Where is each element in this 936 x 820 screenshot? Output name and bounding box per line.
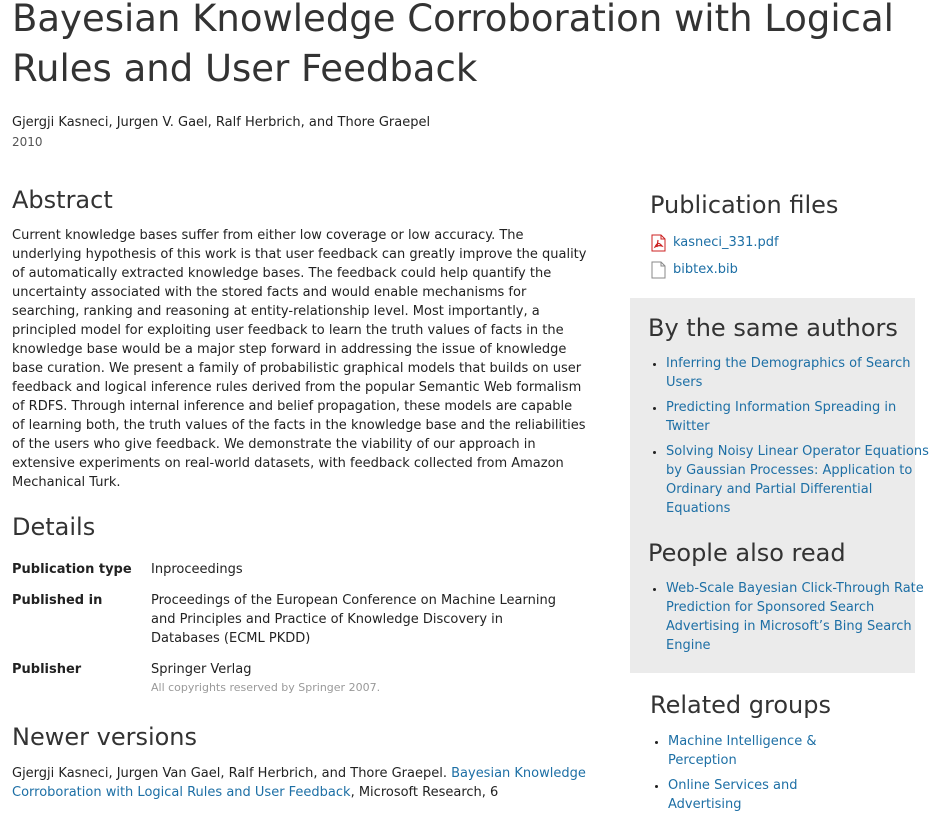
list-item (666, 442, 936, 518)
related-groups-section (650, 690, 915, 820)
list-item (666, 354, 936, 392)
detail-value: Springer Verlag (151, 662, 252, 677)
related-group-link[interactable]: Online Services and Advertising (668, 778, 798, 812)
publisher-copyright-note: All copyrights reserved by Springer 2007. (151, 681, 381, 694)
newer-version-authors: Gjergji Kasneci, Jurgen Van Gael, Ralf Herbrich, and Thore Graepel. (12, 766, 447, 781)
publication-files-heading: Publication files (650, 191, 839, 219)
detail-label: Publisher (12, 662, 82, 677)
people-also-read-list (630, 579, 936, 661)
detail-label: Published in (12, 593, 103, 608)
list-item (668, 776, 843, 814)
authors-line: Gjergji Kasneci, Jurgen V. Gael, Ralf Herbrich, and Thore Graepel (12, 115, 431, 130)
same-authors-link[interactable]: Predicting Information Spreading in Twitter (666, 400, 897, 434)
list-item (666, 398, 936, 436)
newer-version-suffix: , Microsoft Research, 6 (350, 785, 499, 800)
details-row-type (12, 560, 592, 579)
page-title: Bayesian Knowledge Corroboration with Logical Rules and User Feedback (12, 0, 894, 90)
document-file-icon (650, 261, 666, 279)
publication-year: 2010 (12, 135, 43, 149)
sidebar-related-box (630, 298, 929, 673)
newer-version-entry (12, 764, 592, 802)
detail-value: Inproceedings (151, 562, 243, 577)
same-authors-link[interactable]: Inferring the Demographics of Search Users (666, 356, 911, 390)
abstract-heading: Abstract (12, 186, 113, 214)
newer-version-link[interactable]: Bayesian Knowledge Corroboration with Logical Rules and User Feedback (12, 766, 586, 800)
file-row-pdf[interactable] (650, 234, 910, 252)
details-heading: Details (12, 513, 96, 541)
related-group-link[interactable]: Machine Intelligence & Perception (668, 734, 817, 768)
same-authors-link[interactable]: Solving Noisy Linear Operator Equations by Gaussian Processes: Application to Ordinary and Partial Differential Equations (666, 444, 929, 516)
detail-value: Proceedings of the European Conference on Machine Learning and Principles and Practice of Knowledge Discovery in Databases (ECML PKDD) (151, 593, 556, 646)
publication-files-section (650, 190, 910, 288)
pdf-file-link[interactable]: kasneci_331.pdf (673, 235, 779, 250)
people-also-read-heading: People also read (648, 539, 846, 567)
details-table (12, 560, 592, 709)
related-groups-heading: Related groups (650, 691, 831, 719)
detail-value-container (151, 660, 571, 697)
details-row-publisher (12, 660, 592, 697)
list-item (666, 579, 936, 655)
people-also-read-link[interactable]: Web-Scale Bayesian Click-Through Rate Prediction for Sponsored Search Advertising in Microsoft’s Bing Search Engine (666, 581, 924, 653)
bib-file-link[interactable]: bibtex.bib (673, 262, 738, 277)
related-groups-list (650, 732, 843, 814)
details-row-published-in (12, 591, 592, 648)
same-authors-heading: By the same authors (648, 314, 898, 342)
newer-versions-heading: Newer versions (12, 723, 198, 751)
list-item (668, 732, 843, 770)
pdf-file-icon (650, 234, 666, 252)
file-row-bib[interactable] (650, 261, 910, 279)
detail-label: Publication type (12, 562, 132, 577)
abstract-text: Current knowledge bases suffer from either low coverage or low accuracy. The underlying hypothesis of this work is that user feedback can greatly improve the quality of automatically extracted knowledge bases. The feedback could help quantify the uncertainty associated with the stored facts and would enable mechanisms for searching, ranking and reasoning at entity-relationship level. Most importantly, a principled model for exploiting user feedback to learn the truth values of facts in the knowledge base would be a major step forward in addressing the issue of knowledge base curation. We present a family of probabilistic graphical models that builds on user feedback and logical inference rules derived from the popular Semantic Web formalism of RDFS. Through internal inference and belief propagation, these models are capable of learning both, the truth values of the facts in the knowledge base and the reliabilities of the users who give feedback. We demonstrate the viability of our approach in extensive experiments on real-world datasets, with feedback collected from Amazon Mechanical Turk. (12, 228, 587, 490)
same-authors-list (630, 354, 936, 524)
